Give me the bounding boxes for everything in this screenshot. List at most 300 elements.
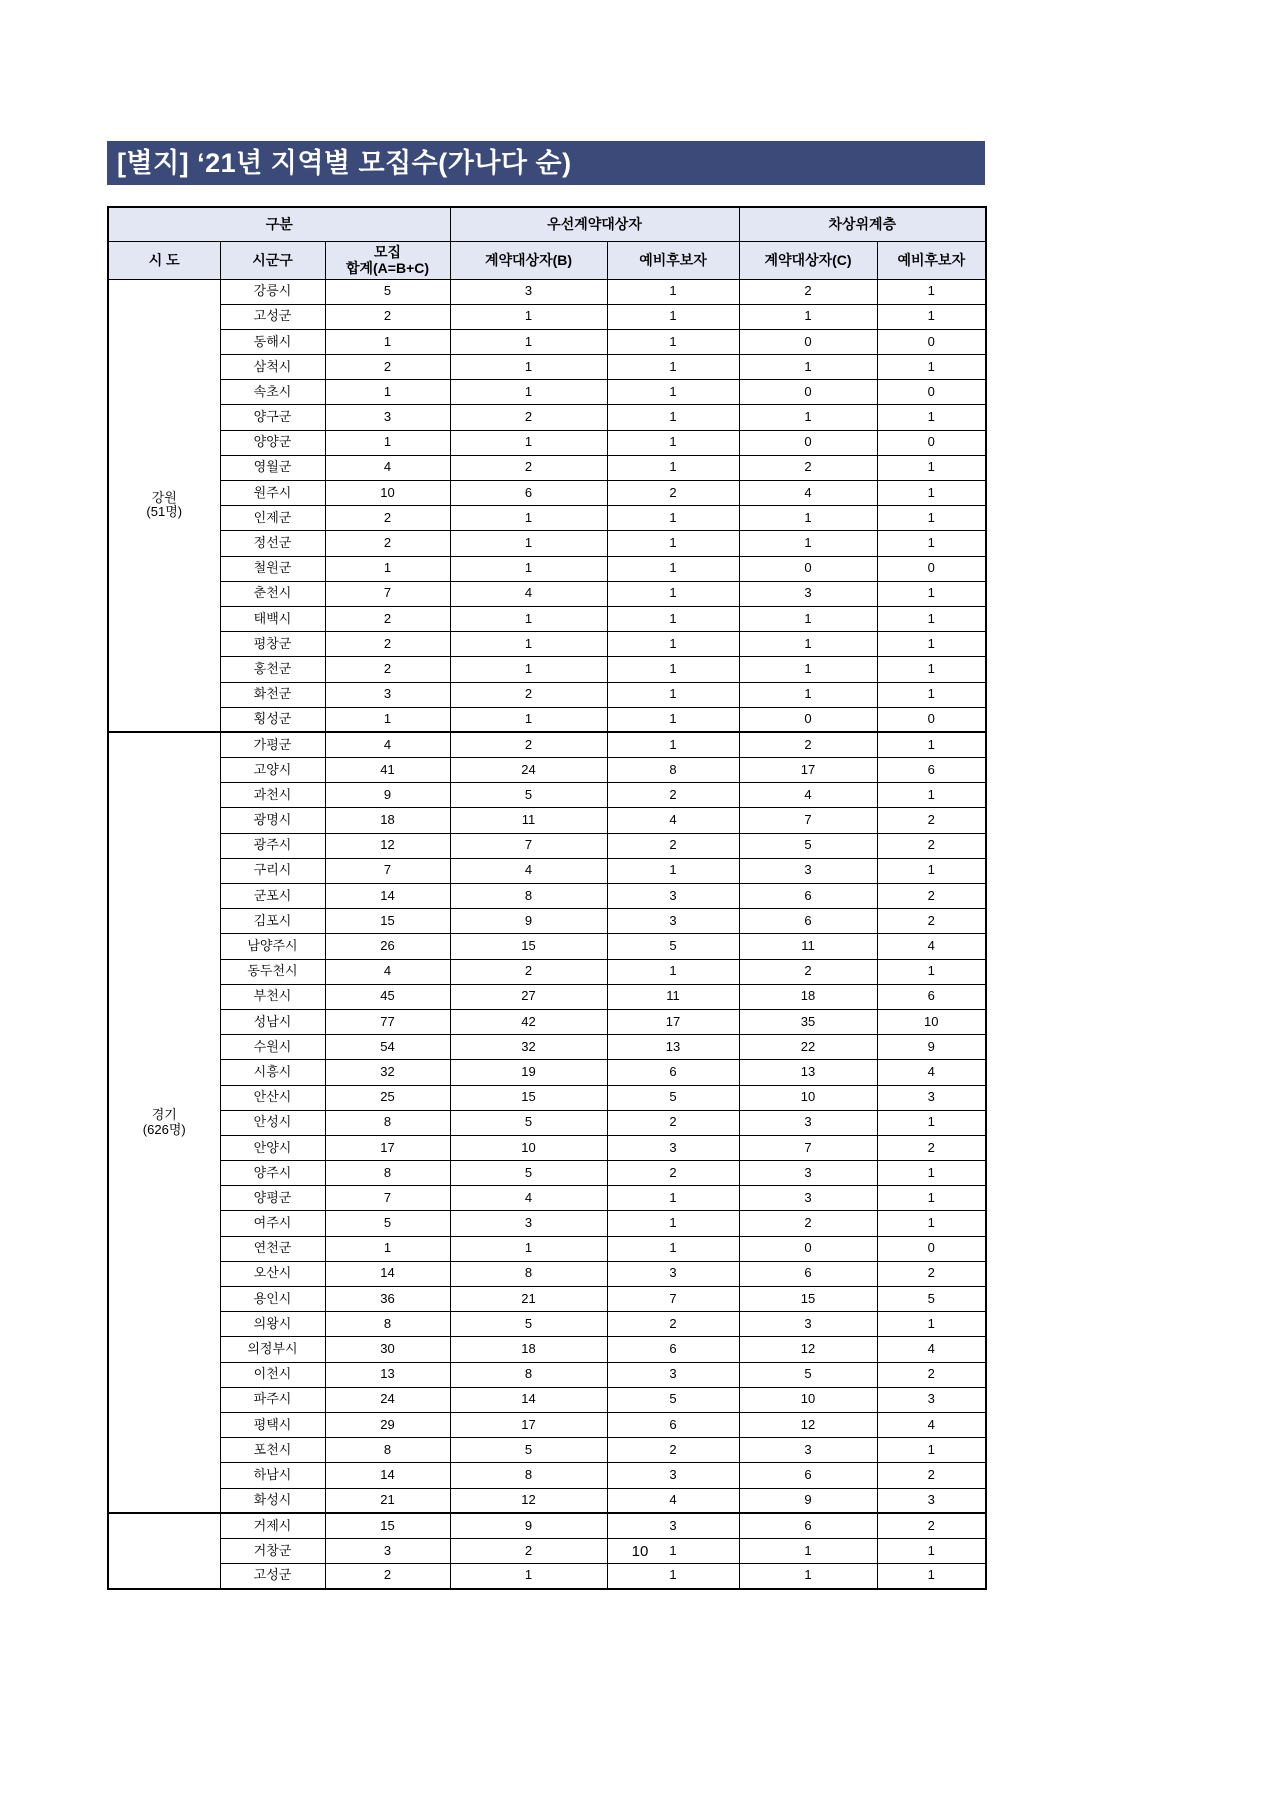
cell-total: 3 bbox=[325, 682, 450, 707]
cell-nearpoor-contract: 3 bbox=[739, 581, 877, 606]
cell-sigungu: 강릉시 bbox=[220, 279, 325, 304]
cell-nearpoor-contract: 9 bbox=[739, 1488, 877, 1513]
cell-nearpoor-reserve: 2 bbox=[877, 1513, 986, 1538]
sido-name: 경기 bbox=[151, 1106, 177, 1122]
cell-nearpoor-reserve: 4 bbox=[877, 1060, 986, 1085]
cell-priority-contract: 1 bbox=[450, 355, 607, 380]
cell-priority-contract: 1 bbox=[450, 531, 607, 556]
cell-priority-contract: 8 bbox=[450, 1463, 607, 1488]
cell-sigungu: 안성시 bbox=[220, 1110, 325, 1135]
cell-sigungu: 하남시 bbox=[220, 1463, 325, 1488]
cell-sigungu: 태백시 bbox=[220, 606, 325, 631]
cell-priority-contract: 2 bbox=[450, 682, 607, 707]
cell-priority-reserve: 1 bbox=[607, 455, 739, 480]
cell-nearpoor-contract: 35 bbox=[739, 1009, 877, 1034]
cell-priority-reserve: 3 bbox=[607, 884, 739, 909]
cell-sigungu: 용인시 bbox=[220, 1287, 325, 1312]
cell-priority-contract: 1 bbox=[450, 304, 607, 329]
cell-nearpoor-contract: 2 bbox=[739, 1211, 877, 1236]
cell-nearpoor-reserve: 2 bbox=[877, 1135, 986, 1160]
header-col-total-line1: 모집 bbox=[373, 243, 402, 260]
cell-priority-reserve: 3 bbox=[607, 909, 739, 934]
cell-nearpoor-reserve: 0 bbox=[877, 430, 986, 455]
cell-priority-reserve: 1 bbox=[607, 732, 739, 757]
cell-total: 7 bbox=[325, 858, 450, 883]
cell-nearpoor-reserve: 1 bbox=[877, 1110, 986, 1135]
cell-nearpoor-contract: 2 bbox=[739, 732, 877, 757]
cell-nearpoor-reserve: 2 bbox=[877, 909, 986, 934]
cell-sigungu: 고양시 bbox=[220, 758, 325, 783]
cell-priority-reserve: 1 bbox=[607, 304, 739, 329]
table-row bbox=[108, 1135, 986, 1160]
cell-total: 2 bbox=[325, 531, 450, 556]
cell-priority-contract: 9 bbox=[450, 1513, 607, 1538]
table-row bbox=[108, 1463, 986, 1488]
cell-priority-contract: 1 bbox=[450, 506, 607, 531]
cell-total: 8 bbox=[325, 1161, 450, 1186]
cell-total: 3 bbox=[325, 1538, 450, 1563]
cell-priority-reserve: 1 bbox=[607, 959, 739, 984]
cell-nearpoor-contract: 3 bbox=[739, 1186, 877, 1211]
cell-priority-reserve: 2 bbox=[607, 1161, 739, 1186]
cell-total: 12 bbox=[325, 833, 450, 858]
table-row bbox=[108, 1387, 986, 1412]
cell-nearpoor-contract: 7 bbox=[739, 1135, 877, 1160]
table-header-column-row bbox=[108, 241, 986, 279]
cell-total: 2 bbox=[325, 355, 450, 380]
cell-sigungu: 양평군 bbox=[220, 1186, 325, 1211]
cell-nearpoor-contract: 22 bbox=[739, 1035, 877, 1060]
cell-total: 30 bbox=[325, 1337, 450, 1362]
cell-priority-reserve: 17 bbox=[607, 1009, 739, 1034]
cell-priority-contract: 10 bbox=[450, 1135, 607, 1160]
cell-total: 14 bbox=[325, 1463, 450, 1488]
cell-priority-reserve: 1 bbox=[607, 1538, 739, 1563]
cell-sigungu: 횡성군 bbox=[220, 707, 325, 732]
table-row bbox=[108, 707, 986, 732]
header-col-nearpoor-contract: 계약대상자(C) bbox=[739, 241, 877, 279]
cell-sigungu: 인제군 bbox=[220, 506, 325, 531]
cell-nearpoor-reserve: 1 bbox=[877, 657, 986, 682]
table-row bbox=[108, 1236, 986, 1261]
cell-priority-contract: 5 bbox=[450, 1438, 607, 1463]
header-col-sigungu: 시군구 bbox=[220, 241, 325, 279]
table-row bbox=[108, 506, 986, 531]
cell-priority-contract: 14 bbox=[450, 1387, 607, 1412]
cell-priority-contract: 1 bbox=[450, 1236, 607, 1261]
cell-nearpoor-contract: 1 bbox=[739, 657, 877, 682]
cell-nearpoor-reserve: 2 bbox=[877, 1362, 986, 1387]
cell-priority-reserve: 13 bbox=[607, 1035, 739, 1060]
table-row bbox=[108, 1060, 986, 1085]
cell-priority-contract: 17 bbox=[450, 1412, 607, 1437]
cell-priority-contract: 5 bbox=[450, 1312, 607, 1337]
cell-total: 17 bbox=[325, 1135, 450, 1160]
cell-nearpoor-contract: 3 bbox=[739, 1438, 877, 1463]
cell-total: 4 bbox=[325, 959, 450, 984]
cell-priority-reserve: 1 bbox=[607, 506, 739, 531]
cell-sigungu: 김포시 bbox=[220, 909, 325, 934]
cell-nearpoor-reserve: 9 bbox=[877, 1035, 986, 1060]
cell-sigungu: 홍천군 bbox=[220, 657, 325, 682]
cell-priority-reserve: 2 bbox=[607, 481, 739, 506]
cell-total: 1 bbox=[325, 380, 450, 405]
cell-nearpoor-contract: 6 bbox=[739, 1513, 877, 1538]
cell-sigungu: 삼척시 bbox=[220, 355, 325, 380]
table-row bbox=[108, 884, 986, 909]
cell-nearpoor-contract: 1 bbox=[739, 355, 877, 380]
cell-total: 5 bbox=[325, 279, 450, 304]
cell-priority-reserve: 1 bbox=[607, 606, 739, 631]
cell-nearpoor-contract: 1 bbox=[739, 682, 877, 707]
cell-nearpoor-contract: 0 bbox=[739, 1236, 877, 1261]
cell-nearpoor-contract: 4 bbox=[739, 481, 877, 506]
cell-priority-reserve: 2 bbox=[607, 833, 739, 858]
cell-priority-reserve: 6 bbox=[607, 1337, 739, 1362]
table-row bbox=[108, 934, 986, 959]
cell-nearpoor-contract: 1 bbox=[739, 531, 877, 556]
cell-total: 8 bbox=[325, 1438, 450, 1463]
table-row bbox=[108, 1312, 986, 1337]
cell-sigungu: 광주시 bbox=[220, 833, 325, 858]
cell-sigungu: 평택시 bbox=[220, 1412, 325, 1437]
table-row bbox=[108, 531, 986, 556]
cell-sigungu: 화천군 bbox=[220, 682, 325, 707]
cell-nearpoor-reserve: 1 bbox=[877, 279, 986, 304]
table-row bbox=[108, 909, 986, 934]
header-group-near-poor: 차상위계층 bbox=[739, 207, 986, 241]
cell-total: 7 bbox=[325, 1186, 450, 1211]
cell-nearpoor-reserve: 1 bbox=[877, 455, 986, 480]
table-row bbox=[108, 430, 986, 455]
table-row bbox=[108, 657, 986, 682]
cell-priority-reserve: 1 bbox=[607, 1236, 739, 1261]
cell-sigungu: 고성군 bbox=[220, 1564, 325, 1589]
cell-nearpoor-contract: 5 bbox=[739, 833, 877, 858]
cell-total: 2 bbox=[325, 506, 450, 531]
cell-total: 41 bbox=[325, 758, 450, 783]
cell-priority-contract: 4 bbox=[450, 581, 607, 606]
cell-nearpoor-reserve: 1 bbox=[877, 1211, 986, 1236]
cell-nearpoor-reserve: 1 bbox=[877, 858, 986, 883]
cell-priority-contract: 8 bbox=[450, 884, 607, 909]
cell-priority-contract: 2 bbox=[450, 455, 607, 480]
cell-nearpoor-reserve: 2 bbox=[877, 1261, 986, 1286]
cell-nearpoor-contract: 10 bbox=[739, 1387, 877, 1412]
cell-total: 45 bbox=[325, 984, 450, 1009]
cell-priority-reserve: 1 bbox=[607, 279, 739, 304]
cell-nearpoor-contract: 1 bbox=[739, 632, 877, 657]
cell-sigungu: 군포시 bbox=[220, 884, 325, 909]
cell-sido bbox=[108, 279, 220, 732]
cell-sido bbox=[108, 732, 220, 1513]
header-group-priority-contract: 우선계약대상자 bbox=[450, 207, 739, 241]
cell-total: 7 bbox=[325, 581, 450, 606]
cell-sigungu: 거제시 bbox=[220, 1513, 325, 1538]
table-row bbox=[108, 1110, 986, 1135]
cell-sigungu: 구리시 bbox=[220, 858, 325, 883]
cell-sigungu: 화성시 bbox=[220, 1488, 325, 1513]
cell-nearpoor-contract: 1 bbox=[739, 1538, 877, 1563]
cell-nearpoor-contract: 17 bbox=[739, 758, 877, 783]
cell-nearpoor-contract: 7 bbox=[739, 808, 877, 833]
cell-nearpoor-reserve: 0 bbox=[877, 380, 986, 405]
cell-priority-contract: 1 bbox=[450, 380, 607, 405]
cell-nearpoor-reserve: 3 bbox=[877, 1085, 986, 1110]
cell-nearpoor-contract: 1 bbox=[739, 506, 877, 531]
cell-nearpoor-reserve: 1 bbox=[877, 1538, 986, 1563]
cell-priority-reserve: 2 bbox=[607, 1312, 739, 1337]
cell-sigungu: 양양군 bbox=[220, 430, 325, 455]
cell-priority-reserve: 1 bbox=[607, 329, 739, 354]
table-row bbox=[108, 858, 986, 883]
cell-total: 21 bbox=[325, 1488, 450, 1513]
header-col-sido: 시 도 bbox=[108, 241, 220, 279]
cell-total: 2 bbox=[325, 632, 450, 657]
recruitment-table-wrapper bbox=[107, 206, 985, 1590]
cell-total: 8 bbox=[325, 1110, 450, 1135]
cell-nearpoor-contract: 0 bbox=[739, 707, 877, 732]
cell-nearpoor-contract: 13 bbox=[739, 1060, 877, 1085]
cell-nearpoor-reserve: 0 bbox=[877, 1236, 986, 1261]
cell-total: 8 bbox=[325, 1312, 450, 1337]
cell-priority-reserve: 1 bbox=[607, 707, 739, 732]
table-row bbox=[108, 808, 986, 833]
cell-total: 1 bbox=[325, 1236, 450, 1261]
table-head bbox=[108, 207, 986, 279]
cell-total: 26 bbox=[325, 934, 450, 959]
cell-total: 3 bbox=[325, 405, 450, 430]
cell-nearpoor-reserve: 1 bbox=[877, 682, 986, 707]
cell-sigungu: 동해시 bbox=[220, 329, 325, 354]
cell-priority-reserve: 1 bbox=[607, 556, 739, 581]
cell-total: 25 bbox=[325, 1085, 450, 1110]
cell-nearpoor-reserve: 0 bbox=[877, 556, 986, 581]
cell-nearpoor-contract: 5 bbox=[739, 1362, 877, 1387]
cell-priority-reserve: 1 bbox=[607, 581, 739, 606]
cell-priority-reserve: 4 bbox=[607, 808, 739, 833]
cell-priority-reserve: 1 bbox=[607, 1564, 739, 1589]
cell-total: 2 bbox=[325, 657, 450, 682]
cell-priority-contract: 2 bbox=[450, 405, 607, 430]
table-row bbox=[108, 1161, 986, 1186]
cell-priority-contract: 1 bbox=[450, 606, 607, 631]
cell-priority-contract: 32 bbox=[450, 1035, 607, 1060]
cell-priority-contract: 4 bbox=[450, 858, 607, 883]
cell-sigungu: 거창군 bbox=[220, 1538, 325, 1563]
cell-priority-contract: 7 bbox=[450, 833, 607, 858]
cell-nearpoor-contract: 2 bbox=[739, 959, 877, 984]
table-row bbox=[108, 758, 986, 783]
cell-priority-reserve: 5 bbox=[607, 1387, 739, 1412]
cell-priority-contract: 5 bbox=[450, 1161, 607, 1186]
cell-nearpoor-contract: 2 bbox=[739, 279, 877, 304]
cell-sigungu: 정선군 bbox=[220, 531, 325, 556]
cell-nearpoor-reserve: 1 bbox=[877, 304, 986, 329]
cell-sigungu: 안양시 bbox=[220, 1135, 325, 1160]
cell-nearpoor-reserve: 10 bbox=[877, 1009, 986, 1034]
cell-nearpoor-reserve: 1 bbox=[877, 632, 986, 657]
cell-nearpoor-contract: 0 bbox=[739, 329, 877, 354]
table-row bbox=[108, 304, 986, 329]
cell-priority-reserve: 3 bbox=[607, 1362, 739, 1387]
cell-priority-reserve: 7 bbox=[607, 1287, 739, 1312]
table-row bbox=[108, 682, 986, 707]
cell-sigungu: 영월군 bbox=[220, 455, 325, 480]
cell-sigungu: 철원군 bbox=[220, 556, 325, 581]
cell-sigungu: 남양주시 bbox=[220, 934, 325, 959]
cell-nearpoor-reserve: 2 bbox=[877, 833, 986, 858]
cell-sigungu: 속초시 bbox=[220, 380, 325, 405]
cell-nearpoor-reserve: 1 bbox=[877, 506, 986, 531]
cell-priority-contract: 24 bbox=[450, 758, 607, 783]
cell-nearpoor-contract: 3 bbox=[739, 858, 877, 883]
table-row bbox=[108, 606, 986, 631]
header-col-total-line2: 합계(A=B+C) bbox=[345, 260, 430, 276]
cell-priority-contract: 2 bbox=[450, 1538, 607, 1563]
cell-sigungu: 수원시 bbox=[220, 1035, 325, 1060]
table-row bbox=[108, 1513, 986, 1538]
cell-nearpoor-contract: 12 bbox=[739, 1337, 877, 1362]
cell-priority-reserve: 2 bbox=[607, 783, 739, 808]
cell-nearpoor-contract: 3 bbox=[739, 1312, 877, 1337]
cell-sigungu: 양구군 bbox=[220, 405, 325, 430]
cell-sigungu: 파주시 bbox=[220, 1387, 325, 1412]
cell-priority-reserve: 1 bbox=[607, 1211, 739, 1236]
table-row bbox=[108, 1362, 986, 1387]
page-title: [별지] ‘21년 지역별 모집수(가나다 순) bbox=[117, 147, 572, 178]
cell-total: 1 bbox=[325, 556, 450, 581]
cell-priority-contract: 2 bbox=[450, 959, 607, 984]
table-row bbox=[108, 1035, 986, 1060]
header-col-nearpoor-reserve: 예비후보자 bbox=[877, 241, 986, 279]
cell-nearpoor-contract: 3 bbox=[739, 1161, 877, 1186]
cell-priority-reserve: 2 bbox=[607, 1110, 739, 1135]
cell-total: 10 bbox=[325, 481, 450, 506]
cell-sigungu: 동두천시 bbox=[220, 959, 325, 984]
table-row bbox=[108, 556, 986, 581]
cell-priority-reserve: 3 bbox=[607, 1513, 739, 1538]
cell-total: 1 bbox=[325, 707, 450, 732]
cell-priority-contract: 1 bbox=[450, 632, 607, 657]
sido-count: (51명) bbox=[146, 504, 183, 520]
cell-sigungu: 연천군 bbox=[220, 1236, 325, 1261]
cell-nearpoor-contract: 0 bbox=[739, 380, 877, 405]
cell-priority-reserve: 1 bbox=[607, 858, 739, 883]
table-row bbox=[108, 833, 986, 858]
header-col-priority-reserve: 예비후보자 bbox=[607, 241, 739, 279]
cell-nearpoor-reserve: 1 bbox=[877, 732, 986, 757]
cell-nearpoor-reserve: 1 bbox=[877, 1564, 986, 1589]
cell-priority-contract: 21 bbox=[450, 1287, 607, 1312]
table-row bbox=[108, 380, 986, 405]
cell-sigungu: 여주시 bbox=[220, 1211, 325, 1236]
cell-sigungu: 춘천시 bbox=[220, 581, 325, 606]
cell-priority-contract: 6 bbox=[450, 481, 607, 506]
cell-total: 24 bbox=[325, 1387, 450, 1412]
cell-sigungu: 고성군 bbox=[220, 304, 325, 329]
cell-sigungu: 시흥시 bbox=[220, 1060, 325, 1085]
table-row bbox=[108, 455, 986, 480]
cell-nearpoor-contract: 0 bbox=[739, 430, 877, 455]
cell-nearpoor-reserve: 1 bbox=[877, 1312, 986, 1337]
cell-nearpoor-reserve: 1 bbox=[877, 531, 986, 556]
cell-nearpoor-reserve: 2 bbox=[877, 884, 986, 909]
cell-nearpoor-contract: 4 bbox=[739, 783, 877, 808]
cell-nearpoor-contract: 18 bbox=[739, 984, 877, 1009]
cell-priority-contract: 2 bbox=[450, 732, 607, 757]
cell-nearpoor-contract: 1 bbox=[739, 606, 877, 631]
cell-nearpoor-reserve: 4 bbox=[877, 1412, 986, 1437]
cell-priority-reserve: 3 bbox=[607, 1135, 739, 1160]
cell-priority-contract: 1 bbox=[450, 329, 607, 354]
cell-total: 14 bbox=[325, 884, 450, 909]
cell-priority-contract: 8 bbox=[450, 1362, 607, 1387]
cell-total: 14 bbox=[325, 1261, 450, 1286]
cell-nearpoor-reserve: 1 bbox=[877, 959, 986, 984]
table-row bbox=[108, 984, 986, 1009]
cell-nearpoor-reserve: 2 bbox=[877, 1463, 986, 1488]
cell-total: 36 bbox=[325, 1287, 450, 1312]
cell-total: 32 bbox=[325, 1060, 450, 1085]
cell-sigungu: 포천시 bbox=[220, 1438, 325, 1463]
cell-nearpoor-contract: 6 bbox=[739, 1261, 877, 1286]
cell-nearpoor-reserve: 1 bbox=[877, 581, 986, 606]
cell-sigungu: 가평군 bbox=[220, 732, 325, 757]
cell-priority-contract: 4 bbox=[450, 1186, 607, 1211]
cell-nearpoor-contract: 3 bbox=[739, 1110, 877, 1135]
cell-total: 5 bbox=[325, 1211, 450, 1236]
cell-total: 13 bbox=[325, 1362, 450, 1387]
cell-nearpoor-reserve: 1 bbox=[877, 1161, 986, 1186]
table-row bbox=[108, 1186, 986, 1211]
header-col-priority-contract: 계약대상자(B) bbox=[450, 241, 607, 279]
cell-priority-reserve: 11 bbox=[607, 984, 739, 1009]
cell-nearpoor-contract: 10 bbox=[739, 1085, 877, 1110]
cell-priority-contract: 19 bbox=[450, 1060, 607, 1085]
cell-total: 2 bbox=[325, 304, 450, 329]
header-group-gubun: 구분 bbox=[108, 207, 450, 241]
cell-nearpoor-reserve: 1 bbox=[877, 405, 986, 430]
cell-total: 15 bbox=[325, 909, 450, 934]
table-row bbox=[108, 1009, 986, 1034]
sido-name: 강원 bbox=[151, 489, 177, 505]
cell-nearpoor-reserve: 1 bbox=[877, 1438, 986, 1463]
cell-priority-reserve: 1 bbox=[607, 657, 739, 682]
table-row bbox=[108, 1488, 986, 1513]
header-col-total bbox=[325, 241, 450, 279]
cell-sigungu: 원주시 bbox=[220, 481, 325, 506]
sido-count: (626명) bbox=[142, 1121, 186, 1137]
cell-sigungu: 의정부시 bbox=[220, 1337, 325, 1362]
cell-total: 2 bbox=[325, 606, 450, 631]
table-row bbox=[108, 355, 986, 380]
cell-priority-contract: 1 bbox=[450, 707, 607, 732]
cell-priority-reserve: 6 bbox=[607, 1060, 739, 1085]
cell-nearpoor-contract: 6 bbox=[739, 884, 877, 909]
cell-nearpoor-reserve: 3 bbox=[877, 1387, 986, 1412]
cell-nearpoor-reserve: 4 bbox=[877, 934, 986, 959]
cell-priority-contract: 15 bbox=[450, 1085, 607, 1110]
cell-total: 54 bbox=[325, 1035, 450, 1060]
cell-sigungu: 과천시 bbox=[220, 783, 325, 808]
cell-priority-contract: 42 bbox=[450, 1009, 607, 1034]
cell-priority-contract: 11 bbox=[450, 808, 607, 833]
cell-priority-contract: 1 bbox=[450, 1564, 607, 1589]
cell-nearpoor-contract: 0 bbox=[739, 556, 877, 581]
cell-priority-contract: 8 bbox=[450, 1261, 607, 1286]
cell-total: 9 bbox=[325, 783, 450, 808]
